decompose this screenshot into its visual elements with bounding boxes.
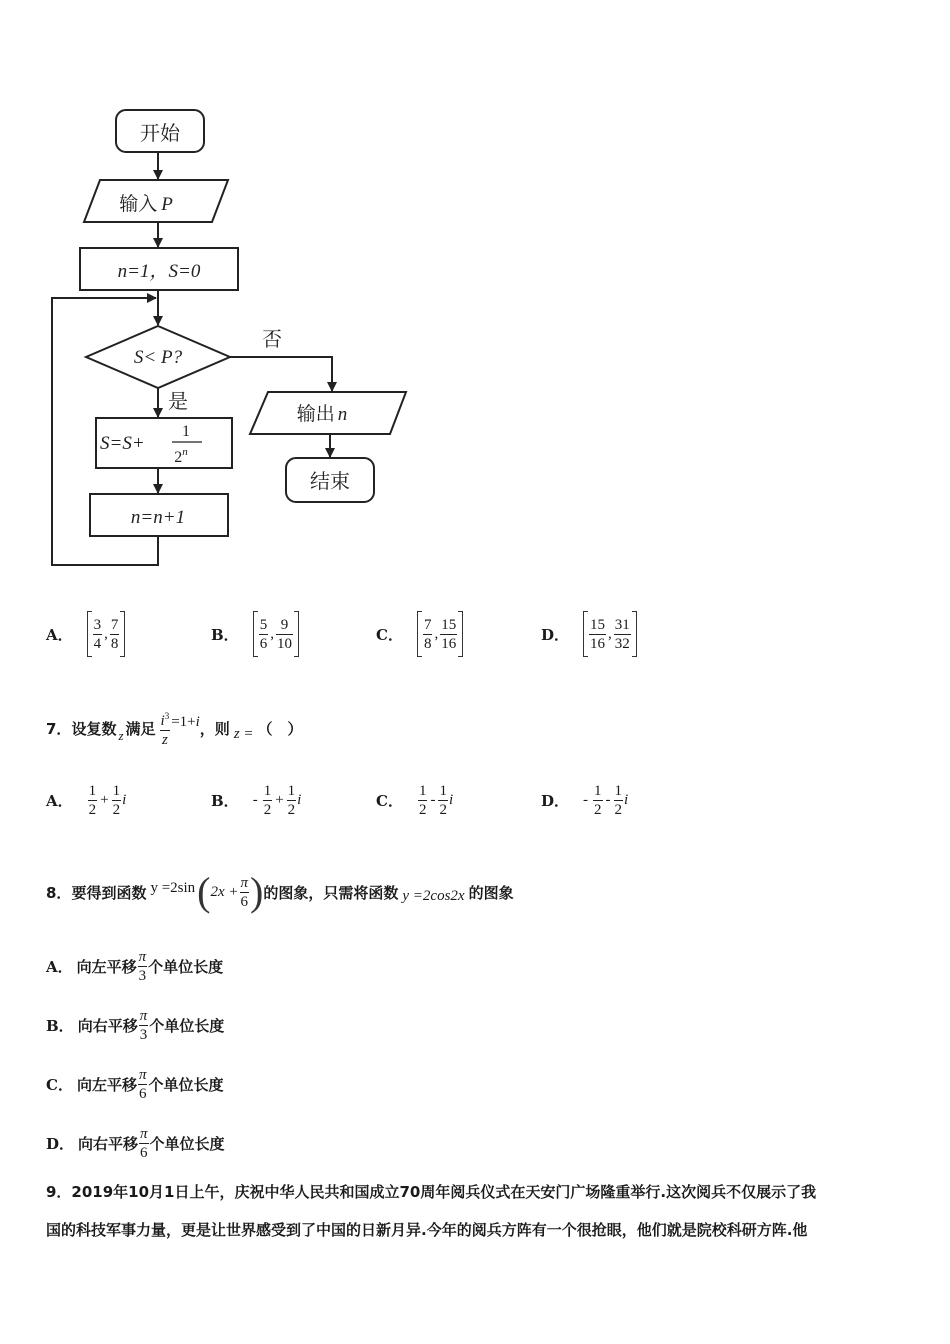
interval-lower-den: 4 <box>93 635 102 652</box>
left-bracket <box>253 611 258 657</box>
imaginary-unit: i <box>624 791 629 808</box>
interval-upper-num: 9 <box>276 616 293 635</box>
q8-option[interactable] <box>46 942 223 990</box>
right-bracket <box>458 611 463 657</box>
interval-upper <box>440 616 457 653</box>
real-part <box>263 782 273 819</box>
interval-lower-den: 16 <box>590 635 606 652</box>
right-bracket <box>120 611 125 657</box>
real-part <box>418 782 428 819</box>
q7-stem-a: 设复数 <box>71 719 117 738</box>
operator: - <box>605 791 611 808</box>
interval <box>87 611 126 657</box>
comma: , <box>270 625 274 642</box>
q9-line-1: 9．2019年10月1日上午，庆祝中华人民共和国成立70周年阅兵仪式在天安门广场隆重举行.这次阅兵不仅展示了我 <box>46 1183 817 1201</box>
real-part-num: 1 <box>88 782 97 799</box>
q6-option[interactable] <box>46 610 125 658</box>
shift-amount <box>139 1007 149 1044</box>
right-bracket <box>294 611 299 657</box>
interval-upper-den: 32 <box>614 635 630 652</box>
shift-amount-den: 3 <box>138 967 147 984</box>
left-bracket <box>417 611 422 657</box>
imaginary-unit: i <box>297 791 302 808</box>
q7-option[interactable] <box>376 776 453 824</box>
q6-option[interactable] <box>211 610 299 658</box>
interval-upper-den: 10 <box>276 635 292 652</box>
q7-option[interactable] <box>211 776 301 824</box>
interval-upper-num: 31 <box>614 616 630 633</box>
q8-stem <box>46 862 514 922</box>
q7-option[interactable] <box>541 776 628 824</box>
imag-part-den: 2 <box>287 801 296 818</box>
q7-frac-exp: 3 <box>164 711 170 721</box>
imag-part <box>112 782 122 819</box>
shift-unit: 个单位长度 <box>149 1134 225 1153</box>
interval-lower <box>589 616 606 653</box>
flow-condition-text: S< P? <box>133 347 183 368</box>
option-label: B． <box>46 1016 74 1035</box>
interval-upper-num: 7 <box>110 616 119 633</box>
imag-part-den: 2 <box>112 801 121 818</box>
option-label: D． <box>541 625 570 644</box>
operator: + <box>275 791 284 808</box>
q6-option[interactable] <box>541 610 637 658</box>
q8-stem-c: 的图象 <box>468 883 514 902</box>
real-part-num: 1 <box>263 782 272 799</box>
option-label: A． <box>46 625 73 644</box>
q7-number: 7． <box>46 719 72 738</box>
flow-update-s-den: 2$^n$ <box>174 446 188 466</box>
real-part <box>593 782 603 819</box>
interval-upper <box>276 616 293 653</box>
interval-lower-num: 15 <box>590 616 606 633</box>
q8-right-paren: ) <box>250 869 264 914</box>
q8-option[interactable] <box>46 1001 224 1049</box>
shift-amount-num: π <box>138 1066 147 1083</box>
imag-part-den: 2 <box>439 801 447 818</box>
imag-part <box>438 782 448 819</box>
q8-f1-num: π <box>240 874 249 891</box>
imag-part-num: 1 <box>614 782 623 799</box>
shift-direction: 向右平移 <box>77 1016 138 1035</box>
option-label: A． <box>46 791 73 810</box>
operator: + <box>100 791 109 808</box>
q7-frac-num: i <box>160 713 165 729</box>
q7-stem <box>46 700 303 756</box>
shift-direction: 向右平移 <box>78 1134 139 1153</box>
q8-stem-a: 要得到函数 <box>71 883 147 902</box>
q7-frac-den: z <box>161 732 168 748</box>
shift-amount <box>138 1066 148 1103</box>
interval <box>253 611 299 657</box>
real-part-den: 2 <box>418 801 427 818</box>
interval-upper <box>110 616 120 653</box>
q9-line-2: 国的科技军事力量，更是让世界感受到了中国的日新月异.今年的阅兵方阵有一个很抢眼，他们就是院校科研方阵.他 <box>46 1221 808 1239</box>
q7-stem-c: ，则 <box>199 719 230 738</box>
q8-f1-fraction <box>240 874 250 911</box>
interval-lower-den: 8 <box>423 635 432 652</box>
q8-f1-den: 6 <box>240 893 249 910</box>
operator: - <box>430 791 436 808</box>
flow-update-s-num: 1 <box>182 423 190 440</box>
option-label: B． <box>211 791 239 810</box>
interval-upper <box>614 616 631 653</box>
q8-option[interactable] <box>46 1060 224 1108</box>
interval-lower <box>93 616 103 653</box>
shift-direction: 向左平移 <box>76 1075 137 1094</box>
imaginary-unit: i <box>122 791 127 808</box>
flow-output-text: 输出 n <box>296 403 348 425</box>
shift-unit: 个单位长度 <box>149 1016 225 1035</box>
interval <box>583 611 637 657</box>
option-label: A． <box>46 957 73 976</box>
option-label: C． <box>46 1075 73 1094</box>
comma: , <box>434 625 439 642</box>
flowchart <box>0 0 450 580</box>
interval-upper-num: 15 <box>441 616 457 633</box>
shift-direction: 向左平移 <box>76 957 137 976</box>
imag-part-num: 1 <box>287 782 296 799</box>
flow-input-text: 输入 P <box>119 193 173 215</box>
flow-init-text: n=1，S=0 <box>117 261 201 282</box>
interval-lower-num: 5 <box>259 616 268 633</box>
flow-update-s-lhs: S=S+ <box>100 433 145 454</box>
q6-option[interactable] <box>376 610 463 658</box>
interval-lower <box>423 616 433 653</box>
real-part-num: 1 <box>594 782 602 799</box>
flow-no-label: 否 <box>262 327 282 351</box>
q8-f1-lhs: y =2sin <box>150 879 196 896</box>
shift-amount-num: π <box>138 948 147 965</box>
shift-amount <box>138 948 148 985</box>
option-label: C． <box>376 791 403 810</box>
real-part-den: 2 <box>594 801 602 818</box>
left-bracket <box>87 611 92 657</box>
imag-part-num: 1 <box>439 782 447 799</box>
shift-amount-den: 6 <box>140 1144 148 1161</box>
sign: - <box>583 791 589 808</box>
q7-z-eq: z = <box>233 725 254 742</box>
shift-amount-den: 3 <box>139 1026 148 1043</box>
interval-lower-num: 3 <box>93 616 102 633</box>
imaginary-unit: i <box>448 791 454 808</box>
real-part-den: 2 <box>263 801 272 818</box>
q7-var-z: z <box>118 728 124 743</box>
imag-part <box>287 782 297 819</box>
shift-amount-num: π <box>140 1125 148 1142</box>
shift-unit: 个单位长度 <box>148 957 224 976</box>
interval-upper-den: 16 <box>441 635 457 652</box>
left-bracket <box>583 611 588 657</box>
flow-start-text: 开始 <box>140 121 180 145</box>
flow-update-n-text: n=n+1 <box>130 507 186 528</box>
flow-end-text: 结束 <box>310 469 350 493</box>
flow-yes-label: 是 <box>168 389 188 413</box>
real-part-num: 1 <box>418 782 427 799</box>
q7-eq-rhs: =1+i <box>171 713 200 730</box>
q7-option[interactable] <box>46 776 126 824</box>
shift-amount-den: 6 <box>138 1085 147 1102</box>
option-label: D． <box>46 1134 75 1153</box>
q8-option[interactable] <box>46 1119 225 1167</box>
q8-f1-arg: 2x + <box>210 883 239 900</box>
interval-lower-den: 6 <box>259 635 268 652</box>
q7-paren: （ ） <box>257 719 303 738</box>
real-part-den: 2 <box>88 801 97 818</box>
right-bracket <box>632 611 637 657</box>
interval-lower <box>259 616 269 653</box>
comma: , <box>104 625 108 642</box>
interval-lower-num: 7 <box>423 616 432 633</box>
interval-upper-den: 8 <box>110 635 119 652</box>
imag-part-num: 1 <box>112 782 121 799</box>
q8-number: 8． <box>46 883 72 902</box>
option-label: B． <box>211 625 239 644</box>
option-label: D． <box>541 791 570 810</box>
imag-part <box>614 782 624 819</box>
real-part <box>88 782 98 819</box>
q8-left-paren: ( <box>197 869 211 914</box>
q8-f2: y =2cos2x <box>402 887 465 904</box>
sign: - <box>252 791 258 808</box>
q8-stem-b: 的图象，只需将函数 <box>263 883 399 902</box>
shift-amount-num: π <box>139 1007 148 1024</box>
comma: , <box>608 625 612 642</box>
option-label: C． <box>376 625 403 644</box>
q7-fraction <box>160 707 171 749</box>
interval <box>417 611 463 657</box>
q7-stem-b: 满足 <box>125 719 156 738</box>
shift-unit: 个单位长度 <box>148 1075 224 1094</box>
shift-amount <box>139 1125 149 1162</box>
imag-part-den: 2 <box>614 801 623 818</box>
